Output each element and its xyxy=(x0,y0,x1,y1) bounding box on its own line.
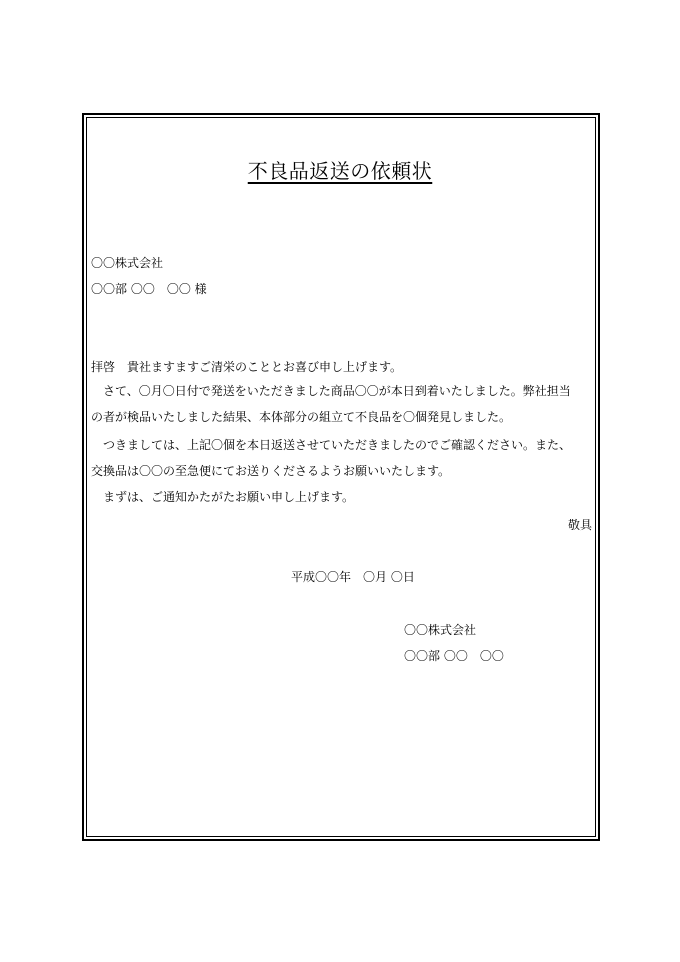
paragraph-1-line-2: の者が検品いたしました結果、本体部分の組立て不良品を〇個発見しました。 xyxy=(91,410,512,424)
closing-phrase: 敬具 xyxy=(567,518,592,532)
paragraph-1-line-1: さて、〇月〇日付で発送をいただきました商品〇〇が本日到着いたしました。弊社担当 xyxy=(103,384,571,398)
paragraph-2-line-1: つきましては、上記〇個を本日返送させていただきましたのでご確認ください。また、 xyxy=(103,438,572,452)
greeting-text: 拝啓 貴社ますますご清栄のこととお喜び申し上げます。 xyxy=(91,360,403,374)
document-title-wrapper xyxy=(0,157,680,185)
recipient-person: 〇〇部 〇〇 〇〇 様 xyxy=(91,282,207,296)
document-date: 平成〇〇年 〇月 〇日 xyxy=(291,570,415,584)
paragraph-2-line-2: 交換品は〇〇の至急便にてお送りくださるようお願いいたします。 xyxy=(91,464,451,478)
document-title: 不良品返送の依頼状 xyxy=(247,159,433,183)
sender-person: 〇〇部 〇〇 〇〇 xyxy=(404,649,504,663)
recipient-company: 〇〇株式会社 xyxy=(91,256,164,270)
paragraph-3: まずは、ご通知かたがたお願い申し上げます。 xyxy=(103,490,355,504)
sender-company: 〇〇株式会社 xyxy=(404,623,477,637)
